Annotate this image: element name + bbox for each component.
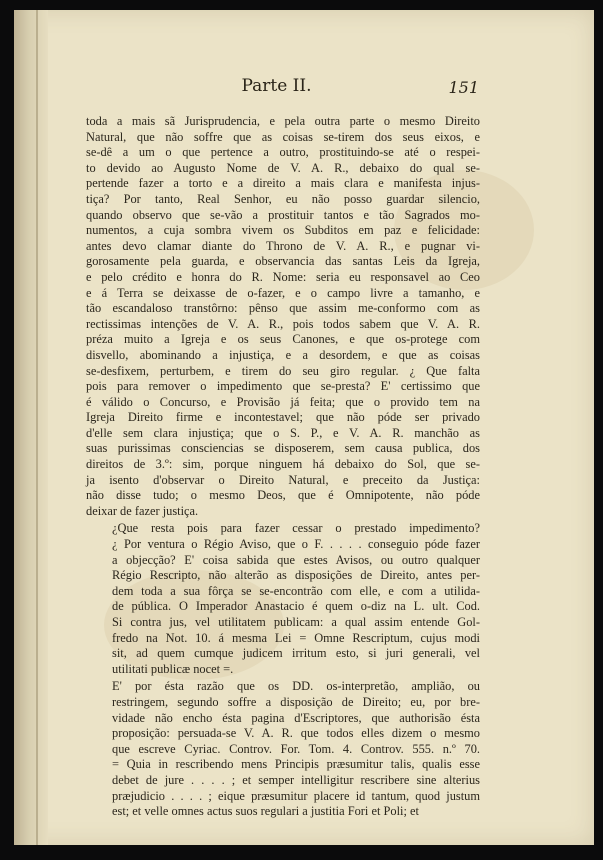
text-line: préza muito a Igreja e os seus Canones, e que os-protege com: [86, 332, 480, 347]
text-line: ¿Que resta pois para fazer cessar o prestado impedimento?: [112, 521, 480, 536]
text-line: tão escandaloso transtôrno: pênso que assim me-conformo com as: [86, 301, 480, 316]
text-line: Natural, que não soffre que as coisas se-tirem dos seus eixos, e: [86, 129, 480, 144]
text-line: disvello, abominando a injustiça, e a desordem, e que as coisas: [86, 347, 480, 362]
text-line: pois para remover o impedimento que se-presta? E' certissimo que: [86, 379, 480, 394]
text-line: se-desfixem, perturbem, e tirem do seu giro regular. ¿ Que falta: [86, 363, 480, 378]
text-line: numentos, a cuja sombra vivem os Subditos em paz e felicidade:: [86, 223, 480, 238]
text-line: proposição: persuada-se V. A. R. que todos elles dizem o mesmo: [112, 726, 480, 741]
paragraph: [86, 521, 480, 677]
text-line: toda a mais sã Jurisprudencia, e pela outra parte o mesmo Direito: [86, 114, 480, 128]
text-line: que escreve Cyriac. Controv. For. Tom. 4. Controv. 555. n.º 70.: [112, 741, 480, 756]
text-line: debet de jure . . . . ; et semper intelligitur rescribere sine alterius: [112, 772, 480, 787]
text-line: suas purissimas consciencias se disposerem, sem causa publica, dos: [86, 441, 480, 456]
paragraph: [86, 114, 480, 519]
page-header: [74, 76, 479, 104]
text-line: é válido o Concurso, e Provisão já feita; que o provido tem na: [86, 394, 480, 409]
binding-crease: [36, 10, 38, 845]
text-line: não disse tudo; o mesmo Deos, que é Omnipotente, não póde: [86, 488, 480, 503]
text-line: se-dê a um o que pertence a outro, prostituindo-se até o respei-: [86, 145, 480, 160]
text-line: vidade não encho ésta pagina d'Escriptores, que authorisão ésta: [112, 710, 480, 725]
book-page: [14, 10, 594, 845]
page-gutter: [14, 10, 48, 845]
text-line: fredo na Not. 10. á mesma Lei = Omne Rescriptum, cujus modi: [112, 630, 480, 645]
text-line: e pelo crédito e honra do R. Nome: seria eu responsavel ao Ceo: [86, 269, 480, 284]
text-line: direitos de 3.º: sim, porque ninguem há debaixo do Sol, que se-: [86, 457, 480, 472]
text-line: gorosamente pela guarda, e observancia das santas Leis da Igreja,: [86, 254, 480, 269]
text-line: Régio Rescripto, não alterão as disposições de Direito, antes per-: [112, 568, 480, 583]
running-title: Parte II.: [241, 76, 312, 96]
text-line: pertende fazer a torto e a direito a mais clara e manifesta injus-: [86, 176, 480, 191]
text-line: Si contra jus, vel utilitatem publicam: a qual assim entende Gol-: [112, 615, 480, 629]
text-line: E' por ésta razão que os DD. os-interpretão, amplião, ou: [112, 679, 480, 694]
text-line: quando observo que se-vão a prostituir tantos e tão Sagrados mo-: [86, 207, 480, 222]
text-line: d'elle sem clara injustiça; que o S. P., e V. A. R. manchão as: [86, 425, 480, 440]
text-line: restringem, segundo soffre a disposição de Direito; eu, por bre-: [112, 694, 480, 709]
text-line: sit, ad quem cumque judicem irritum esto, si juri generali, vel: [112, 646, 480, 661]
text-line: e á Terra se deixasse de o-fazer, e o campo livre a tamanho, e: [86, 285, 480, 300]
text-line: to devido ao Augusto Nome de V. A. R., debaixo do qual se-: [86, 160, 480, 175]
text-line: rectissimas intenções de V. A. R., pois todos sabem que V. A. R.: [86, 316, 480, 331]
text-line: dem toda a sua fôrça se se-encontrão com elle, e com a utilida-: [112, 583, 480, 598]
page-number: 151: [448, 78, 479, 97]
text-line: præjudicio . . . . ; eique præsumitur placere id tantum, quod justum: [112, 788, 480, 803]
paragraph: [86, 679, 480, 819]
text-line: = Quia in rescribendo mens Principis præsumitur talis, qualis esse: [112, 757, 480, 772]
text-line: a objecção? E' coisa sabida que estes Avisos, ou outro qualquer: [112, 552, 480, 567]
text-line: ¿ Por ventura o Régio Aviso, que o F. . . . . conseguio póde fazer: [112, 537, 480, 552]
text-line: utilitati publicæ nocet =.: [112, 661, 234, 676]
text-line: ja isento d'observar o Direito Natural, e preceito da Justiça:: [86, 472, 480, 487]
text-line: deixar de fazer justiça.: [86, 503, 199, 518]
text-line: est; et velle omnes actus suos regulari a justitia Fori et Poli; et: [112, 804, 419, 819]
text-line: Igreja Direito firme e incontestavel; que não póde ser privado: [86, 410, 480, 425]
text-line: de pública. O Imperador Anastacio é quem o-diz na L. ult. Cod.: [112, 599, 480, 614]
text-line: antes devo clamar diante do Throno de V. A. R., e pugnar vi-: [86, 238, 480, 253]
body-text: [86, 114, 480, 822]
text-line: tiça? Por tanto, Real Senhor, eu não posso guardar silencio,: [86, 191, 480, 206]
